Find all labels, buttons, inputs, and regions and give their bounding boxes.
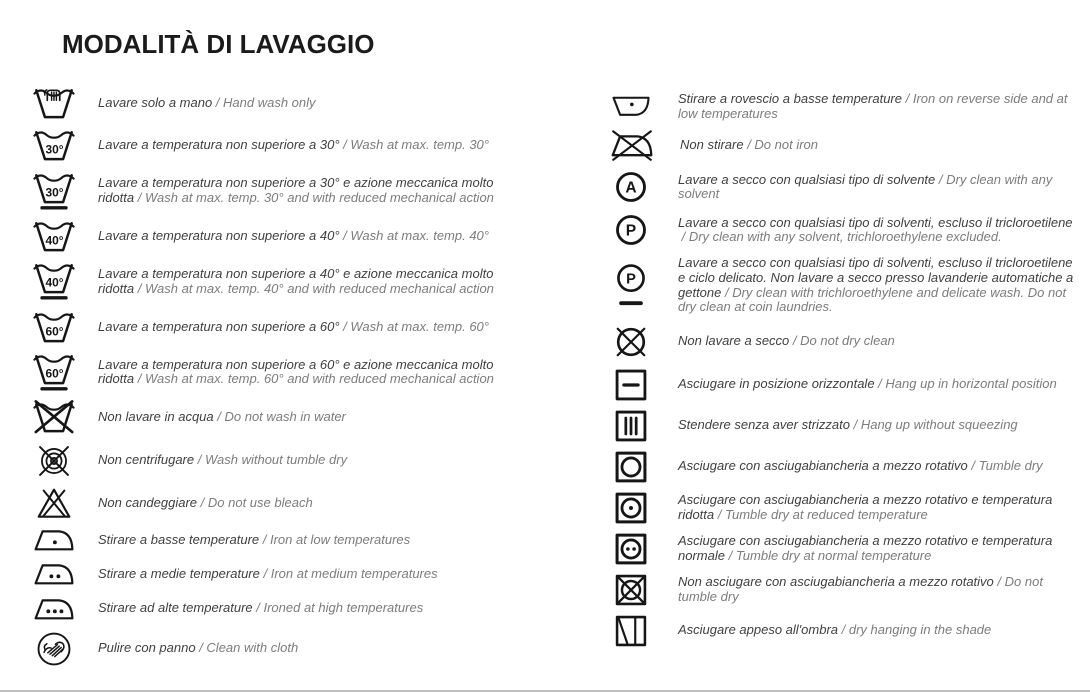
column-right — [610, 92, 1078, 647]
care-item — [610, 170, 1078, 204]
care-text-english: Dry clean with trichloroethylene and delicate wash. Do not dry clean at coin laundries. — [678, 284, 1067, 315]
wash-30-icon — [30, 128, 78, 162]
care-item — [610, 369, 1078, 401]
care-text-italian: Lavare a temperatura non superiore a 40° — [98, 227, 340, 243]
care-text-italian: Lavare a temperatura non superiore a 40° e azione meccanica molto ridotta — [98, 265, 494, 296]
care-item — [610, 492, 1078, 524]
iron-reverse-icon — [610, 94, 652, 119]
care-text-italian: Non candeggiare — [98, 494, 198, 510]
care-text-english: Iron on reverse side and at low temperatures — [678, 91, 1068, 121]
separator: / — [194, 452, 205, 468]
dry-clean-any-solvent-icon — [610, 170, 652, 204]
care-item — [610, 256, 1078, 314]
separator: / — [252, 600, 264, 616]
care-text-italian: Non centrifugare — [98, 452, 195, 468]
care-text-italian: Stirare a rovescio a basse temperature — [678, 91, 902, 106]
no-bleach-icon — [30, 487, 78, 519]
care-text — [678, 534, 1074, 563]
dry-clean-p-icon — [610, 213, 652, 247]
care-text-italian: Lavare solo a mano — [98, 94, 213, 110]
care-item — [30, 527, 535, 553]
clean-cloth-icon — [30, 630, 78, 668]
care-text-english: Dry clean with any solvent — [678, 171, 1053, 202]
no-wash-icon — [30, 400, 78, 434]
tumble-dry-normal-icon — [610, 533, 652, 565]
separator: / — [902, 91, 913, 106]
care-text-english: Ironed at high temperatures — [263, 600, 424, 616]
care-text — [98, 176, 496, 205]
care-text — [678, 173, 1074, 202]
care-text-english: Hang up in horizontal position — [885, 376, 1057, 392]
svg-text:P: P — [625, 222, 637, 240]
care-text-italian: Non stirare — [680, 137, 744, 153]
separator: / — [134, 280, 145, 296]
care-text-english: Dry clean with any solvent, trichloroethylene excluded. — [688, 229, 1002, 245]
care-text — [678, 623, 991, 638]
separator: / — [259, 531, 270, 547]
separator: / — [134, 189, 145, 205]
care-text-italian: Lavare a temperatura non superiore a 30° e azione meccanica molto ridotta — [98, 175, 494, 205]
no-spin-icon — [30, 443, 78, 479]
tumble-dry-low-icon — [610, 492, 652, 524]
wash-40-reduced-icon — [30, 261, 78, 301]
care-text-italian: Asciugare in posizione orizzontale — [678, 376, 875, 392]
care-item — [30, 86, 535, 120]
care-item — [610, 410, 1078, 442]
no-tumble-dry-icon — [610, 574, 652, 606]
dry-clean-p-delicate-icon — [610, 264, 652, 307]
svg-text:40°: 40° — [45, 275, 64, 290]
care-text — [98, 410, 346, 425]
care-text-english: Wash at max. temp. 30° and with reduced mechanical action — [144, 189, 494, 205]
care-text-italian: Pulire con panno — [98, 640, 196, 656]
care-text — [678, 92, 1074, 121]
care-text-english: Do not wash in water — [224, 409, 346, 425]
care-text-italian: Lavare a temperatura non superiore a 60° — [98, 318, 340, 334]
care-text-italian: Asciugare con asciugabiancheria a mezzo rotativo e temperatura normale — [678, 533, 1053, 563]
care-item — [30, 261, 535, 301]
care-text-english: Do not use bleach — [207, 494, 313, 510]
separator: / — [743, 137, 755, 153]
care-text — [98, 453, 347, 468]
care-text — [680, 138, 818, 153]
separator: / — [259, 566, 271, 582]
care-text — [678, 575, 1074, 604]
separator: / — [339, 318, 351, 334]
drip-dry-icon — [610, 410, 652, 442]
svg-text:60°: 60° — [45, 323, 64, 338]
care-text-english: Do not dry clean — [800, 333, 895, 349]
separator: / — [678, 229, 689, 245]
svg-text:30°: 30° — [45, 142, 64, 157]
care-text — [98, 138, 489, 153]
care-text-english: Wash at max. temp. 40° — [350, 227, 489, 243]
wash-60-reduced-icon — [30, 352, 78, 392]
care-item — [30, 310, 535, 344]
care-text — [678, 418, 1018, 433]
care-text — [98, 96, 316, 111]
care-text-italian: Lavare a temperatura non superiore a 30° — [98, 137, 340, 153]
care-item — [30, 443, 535, 479]
care-text-english: Clean with cloth — [206, 640, 299, 656]
separator: / — [339, 227, 351, 243]
care-item — [30, 596, 535, 622]
separator: / — [721, 284, 733, 300]
care-text — [678, 493, 1074, 522]
care-text — [98, 496, 313, 511]
care-text-italian: Lavare a secco con qualsiasi tipo di solvente — [678, 171, 936, 187]
no-iron-icon — [610, 130, 654, 161]
care-text-italian: Non lavare a secco — [678, 333, 790, 349]
care-item — [610, 324, 1078, 360]
column-left — [30, 86, 535, 668]
care-text — [98, 601, 423, 616]
no-dry-clean-icon — [610, 324, 652, 360]
care-text-italian: Lavare a temperatura non superiore a 60° e azione meccanica molto ridotta — [98, 356, 494, 387]
care-text-english: Wash at max. temp. 40° and with reduced mechanical action — [144, 280, 494, 296]
iron-medium-icon — [30, 561, 78, 587]
care-item — [30, 128, 535, 162]
page-title: MODALITÀ DI LAVAGGIO — [62, 29, 375, 60]
care-item — [610, 574, 1078, 606]
care-text — [98, 358, 496, 387]
care-text-english: dry hanging in the shade — [848, 622, 992, 638]
care-text-english: Wash at max. temp. 60° and with reduced mechanical action — [144, 371, 494, 387]
care-text — [98, 641, 298, 656]
care-text-italian: Stirare a basse temperature — [98, 531, 260, 547]
care-text — [678, 377, 1057, 392]
svg-text:30°: 30° — [45, 185, 64, 200]
separator: / — [935, 171, 947, 187]
care-text — [98, 567, 438, 582]
iron-low-icon — [30, 527, 78, 553]
care-item — [610, 533, 1078, 565]
care-text-english: Hang up without squeezing — [860, 417, 1018, 433]
care-item — [30, 487, 535, 519]
separator: / — [212, 94, 224, 110]
care-text-english: Tumble dry at reduced temperature — [724, 506, 928, 522]
care-text — [98, 533, 410, 548]
care-text-italian: Stirare ad alte temperature — [98, 600, 253, 616]
care-text-english: Tumble dry at normal temperature — [735, 547, 932, 563]
care-text-italian: Asciugare appeso all'ombra — [678, 622, 839, 638]
separator: / — [874, 376, 886, 392]
dry-in-shade-icon — [610, 615, 652, 647]
care-item — [610, 451, 1078, 483]
care-text — [678, 334, 895, 349]
wash-60-icon — [30, 310, 78, 344]
svg-text:P: P — [626, 271, 636, 288]
separator: / — [197, 494, 208, 510]
care-item — [30, 219, 535, 253]
hand-wash-icon — [30, 86, 78, 120]
care-text-english: Tumble dry — [978, 458, 1043, 474]
separator: / — [993, 574, 1005, 590]
svg-text:60°: 60° — [45, 366, 64, 381]
care-text — [98, 267, 496, 296]
care-item — [30, 400, 535, 434]
care-item — [610, 213, 1078, 247]
care-item — [610, 130, 1078, 161]
care-item — [30, 352, 535, 392]
svg-text:A: A — [625, 179, 637, 197]
care-text-italian: Asciugare con asciugabiancheria a mezzo rotativo — [678, 458, 968, 474]
care-text — [678, 256, 1074, 314]
care-text-english: Hand wash only — [223, 94, 316, 110]
wash-30-reduced-icon — [30, 171, 78, 211]
svg-text:40°: 40° — [45, 233, 64, 248]
separator: / — [838, 622, 849, 638]
care-item — [610, 615, 1078, 647]
care-item — [30, 171, 535, 211]
care-text-italian: Lavare a secco con qualsiasi tipo di solventi, escluso il tricloroetilene — [678, 214, 1073, 230]
care-text — [98, 229, 489, 244]
care-text-english: Do not iron — [754, 137, 819, 153]
dry-flat-icon — [610, 369, 652, 401]
separator: / — [714, 506, 725, 522]
care-item — [30, 561, 535, 587]
separator: / — [195, 640, 207, 656]
care-text-english: Do not tumble dry — [678, 574, 1043, 604]
separator: / — [724, 547, 736, 563]
separator: / — [849, 417, 861, 433]
separator: / — [967, 458, 979, 474]
separator: / — [789, 333, 801, 349]
care-text-italian: Stirare a medie temperature — [98, 566, 260, 582]
care-text-english: Wash at max. temp. 30° — [350, 137, 489, 153]
separator: / — [134, 371, 145, 387]
wash-40-icon — [30, 219, 78, 253]
care-text — [678, 459, 1043, 474]
care-text-english: Wash at max. temp. 60° — [350, 318, 489, 334]
care-text-italian: Asciugare con asciugabiancheria a mezzo rotativo e temperatura ridotta — [678, 492, 1053, 522]
care-item — [30, 630, 535, 668]
iron-high-icon — [30, 596, 78, 622]
care-text — [678, 216, 1074, 245]
care-text — [98, 320, 489, 335]
care-text-italian: Stendere senza aver strizzato — [678, 417, 850, 433]
care-text-italian: Lavare a secco con qualsiasi tipo di solventi, escluso il tricloroetilene e ciclo delicato. Non lavare a secco presso lavanderie automatiche a gettone — [678, 255, 1074, 300]
separator: / — [213, 409, 225, 425]
care-text-italian: Non asciugare con asciugabiancheria a mezzo rotativo — [678, 574, 994, 590]
care-text-italian: Non lavare in acqua — [98, 409, 214, 425]
care-text-english: Iron at low temperatures — [269, 531, 411, 547]
care-text-english: Iron at medium temperatures — [270, 566, 438, 582]
separator: / — [339, 137, 351, 153]
tumble-dry-icon — [610, 451, 652, 483]
care-item — [610, 92, 1078, 121]
care-text-english: Wash without tumble dry — [204, 452, 348, 468]
